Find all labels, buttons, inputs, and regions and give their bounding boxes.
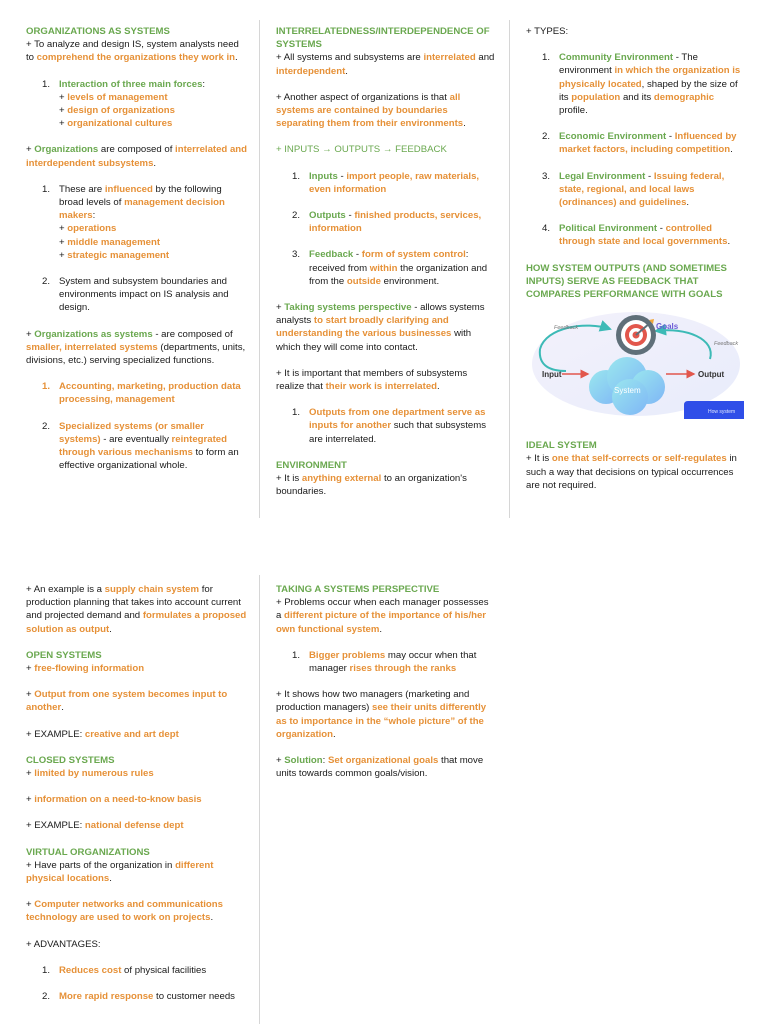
text-run: + EXAMPLE: — [26, 820, 85, 832]
list-text — [59, 381, 241, 405]
highlight-orange: their work is interrelated — [325, 381, 438, 393]
column-systems-types — [26, 583, 248, 1016]
text-run: - are composed of — [152, 328, 233, 340]
highlight-green: Legal Environment — [559, 170, 646, 182]
text-run: : received from — [309, 249, 469, 274]
text-run: are composed of — [98, 144, 176, 156]
text-run: , shaped by the size of its — [559, 78, 738, 103]
text-run: + It is — [276, 473, 302, 485]
highlight-orange: smaller, interrelated systems — [26, 341, 158, 353]
text-run: + EXAMPLE: — [26, 728, 85, 740]
feedback-right-label: Feedback — [714, 341, 739, 348]
text-run: . — [686, 197, 690, 209]
types-label: + TYPES: — [526, 26, 569, 37]
text-run: . — [437, 381, 440, 393]
section-heading: INTERRELATEDNESS/INTERDEPENDENCE OF SYSTEMS — [276, 26, 490, 51]
highlight-green: Solution — [284, 755, 323, 767]
text-run: . — [109, 623, 112, 635]
column-types — [526, 25, 744, 492]
text-run: . — [730, 144, 733, 156]
paragraph — [26, 583, 248, 636]
section-heading: CLOSED SYSTEMS — [26, 754, 115, 766]
paragraph — [26, 767, 248, 780]
text-run: . — [109, 873, 112, 885]
text-run: may occur when that manager — [309, 649, 477, 675]
list-item — [26, 420, 248, 473]
highlight-orange: free-flowing information — [34, 663, 145, 675]
highlight-orange: supply chain system — [104, 584, 200, 595]
highlight-orange: within — [369, 262, 398, 274]
feedback-diagram-graphic — [526, 309, 744, 419]
section-heading: ORGANIZATIONS AS SYSTEMS — [26, 26, 170, 37]
text-run: + It shows how two managers (marketing and production managers) — [276, 689, 470, 714]
highlight-orange: demographic — [653, 91, 715, 103]
highlight-green: Community Environment — [559, 52, 674, 64]
text-run: - — [657, 223, 666, 235]
text-run: + — [59, 249, 68, 261]
text-run: for production planning that takes into account current and projected demand and — [26, 584, 241, 622]
text-run: + — [59, 91, 68, 103]
paragraph — [276, 596, 496, 636]
text-run: . — [61, 702, 64, 714]
highlight-green: Economic Environment — [559, 131, 667, 143]
sub-item — [59, 249, 248, 262]
column-divider — [259, 575, 260, 1024]
list-number: 1. — [42, 964, 51, 976]
text-run: to an organization's boundaries. — [276, 473, 467, 498]
highlight-orange: middle management — [67, 236, 161, 248]
list-item — [526, 222, 744, 248]
text-run: + — [26, 663, 35, 675]
text-run: + — [59, 118, 68, 130]
paragraph — [26, 898, 248, 924]
highlight-orange: Computer networks and communications technology are used to work on projects — [26, 899, 223, 924]
list-number: 1. — [42, 381, 51, 393]
text-run: - are eventually — [100, 433, 172, 445]
section-heading: TAKING A SYSTEMS PERSPECTIVE — [276, 584, 440, 595]
highlight-orange: controlled through state and local governments — [559, 223, 728, 248]
numbered-list — [276, 406, 496, 446]
input-label: Input — [542, 370, 562, 380]
highlight-orange: rises through the ranks — [349, 663, 457, 675]
text-run: + — [59, 236, 68, 248]
list-item — [26, 990, 248, 1003]
highlight-green: Inputs — [309, 170, 338, 182]
paragraph — [276, 472, 496, 498]
paragraph — [26, 793, 248, 806]
list-text — [59, 276, 229, 313]
list-number: 3. — [542, 170, 551, 182]
text-run: - — [345, 210, 355, 222]
paragraph — [26, 688, 248, 714]
highlight-orange: one that self-corrects or self-regulates — [551, 453, 727, 465]
list-item — [276, 209, 496, 235]
text-run: . — [234, 52, 238, 64]
text-run: environment. — [380, 275, 440, 287]
text-run: profile. — [559, 105, 588, 117]
text-run: - — [645, 170, 654, 182]
text-run: to customer needs — [153, 991, 235, 1003]
text-run: + Have parts of the organization in — [26, 859, 176, 871]
highlight-green: Political Environment — [559, 223, 658, 235]
text-run: : — [322, 755, 328, 767]
list-item — [276, 406, 496, 446]
list-number: 1. — [292, 407, 301, 419]
text-run: : — [202, 78, 206, 90]
list-item — [26, 78, 248, 131]
highlight-orange: formulates a proposed solution as output — [26, 610, 247, 635]
text-run: to form an effective organizational whole. — [59, 447, 239, 472]
list-item — [526, 130, 744, 156]
text-run: . — [345, 65, 348, 77]
section-heading: VIRTUAL ORGANIZATIONS — [26, 846, 150, 858]
text-run: + To analyze and design IS, system analysts need to — [26, 39, 239, 64]
numbered-list — [26, 183, 248, 315]
highlight-orange: operations — [67, 223, 117, 235]
sub-item — [59, 91, 248, 104]
paragraph — [526, 452, 744, 492]
list-item — [276, 248, 496, 288]
column-divider — [509, 20, 510, 518]
list-item — [26, 183, 248, 262]
list-text — [559, 171, 724, 208]
highlight-green: Interaction of three main forces — [59, 78, 203, 90]
text-run: . — [153, 157, 157, 169]
text-run: + — [59, 223, 68, 235]
section-heading: OPEN SYSTEMS — [26, 649, 102, 661]
text-run: and — [475, 52, 495, 64]
list-number: 1. — [42, 183, 51, 195]
highlight-orange: Reduces cost — [59, 964, 122, 976]
list-text — [59, 965, 206, 976]
highlight-orange: Specialized systems (or smaller systems) — [59, 420, 205, 445]
text-run: + Problems occur when each manager possesses a — [276, 597, 489, 622]
list-number: 2. — [42, 420, 51, 432]
highlight-green: Organizations — [34, 144, 99, 156]
highlight-orange: interdependent — [276, 65, 346, 77]
list-text — [309, 210, 481, 234]
text-run: + — [26, 899, 35, 911]
output-label: Output — [698, 370, 725, 380]
text-run: + — [26, 144, 35, 156]
text-run: - — [666, 131, 675, 143]
column-divider — [259, 20, 260, 518]
highlight-orange: different picture of the importance of his/her own functional system — [276, 610, 487, 635]
highlight-orange: reintegrated through various mechanisms — [59, 433, 227, 459]
highlight-orange: national defense dept — [84, 820, 184, 832]
list-text — [559, 52, 740, 116]
numbered-list — [26, 380, 248, 472]
text-run: by the following broad levels of — [59, 183, 222, 209]
list-number: 2. — [42, 276, 51, 288]
list-number: 2. — [292, 210, 301, 222]
section-heading: IDEAL SYSTEM — [526, 440, 597, 452]
paragraph — [26, 662, 248, 675]
text-run: with which they will come into contact. — [276, 328, 472, 353]
highlight-green: Taking systems perspective — [284, 302, 412, 314]
list-number: 1. — [292, 649, 301, 661]
highlight-orange: Issuing federal, state, regional, and local laws (ordinances) and guidelines — [559, 170, 725, 209]
text-run: + — [26, 328, 35, 340]
column-systems-perspective — [276, 583, 496, 780]
text-run: + — [59, 105, 68, 117]
list-text — [309, 249, 487, 286]
text-run: + Another aspect of organizations is that — [276, 91, 450, 103]
paragraph — [276, 367, 496, 393]
paragraph — [26, 819, 248, 832]
list-number: 2. — [42, 991, 51, 1003]
column-interrelatedness — [276, 25, 496, 498]
text-run: - allows systems analysts — [276, 302, 485, 327]
text-run: System and subsystem boundaries and environments impact on IS analysis and design. — [59, 276, 229, 314]
text-run: + — [26, 794, 35, 806]
numbered-list — [276, 170, 496, 288]
highlight-orange: levels of management — [67, 91, 168, 103]
paragraph — [26, 728, 248, 741]
text-run: + An example is a — [26, 584, 105, 595]
list-item — [526, 170, 744, 210]
paragraph — [276, 688, 496, 741]
text-run: in such a way that decisions on typical occurrences are not required. — [526, 453, 737, 491]
highlight-orange: Output from one system becomes input to another — [26, 689, 228, 714]
text-run: : — [92, 210, 96, 222]
text-run: . — [210, 912, 214, 924]
highlight-orange: population — [571, 91, 621, 103]
highlight-orange: outside — [346, 275, 381, 287]
list-number: 1. — [42, 78, 51, 90]
highlight-orange: anything external — [301, 473, 382, 485]
text-run: + — [276, 302, 285, 314]
text-run: and its — [620, 91, 654, 103]
section-heading: ENVIRONMENT — [276, 459, 347, 471]
paragraph — [276, 91, 496, 131]
feedback-left-label: Feedback — [554, 325, 579, 332]
text-run: that move units towards common goals/vision. — [276, 755, 484, 780]
paragraph — [26, 143, 248, 169]
list-item — [26, 275, 248, 315]
paragraph — [276, 51, 496, 77]
highlight-green: Outputs — [309, 210, 346, 222]
list-item — [26, 964, 248, 977]
list-text — [309, 171, 479, 195]
text-run: + It is — [526, 453, 552, 465]
system-label: System — [614, 386, 641, 396]
list-number: 4. — [542, 223, 551, 235]
highlight-orange: management decision makers — [59, 197, 225, 222]
highlight-green: Organizations as systems — [34, 328, 153, 340]
text-run: . — [463, 118, 466, 130]
list-item — [26, 380, 248, 406]
highlight-orange: see their units differently as to importance in the “whole picture” of the organization — [276, 702, 487, 740]
text-run: - The environment — [559, 52, 698, 77]
highlight-orange: information on a need-to-know basis — [34, 794, 202, 806]
column-organizations — [26, 25, 248, 485]
highlight-orange: Outputs from one department serve as inputs for another — [309, 407, 486, 432]
list-number: 2. — [542, 131, 551, 143]
highlight-orange: strategic management — [67, 249, 170, 261]
text-run: such that subsystems are interrelated. — [309, 420, 486, 445]
numbered-list — [526, 51, 744, 248]
highlight-orange: Accounting, marketing, production data processing, management — [59, 381, 241, 406]
text-run: - — [337, 170, 347, 182]
numbered-list — [26, 78, 248, 131]
highlight-orange: design of organizations — [67, 105, 175, 117]
list-item — [526, 51, 744, 117]
list-text — [59, 991, 235, 1002]
highlight-orange: creative and art dept — [84, 728, 179, 740]
target-icon — [616, 315, 656, 355]
advantages-label: + ADVANTAGES: — [26, 938, 101, 950]
text-run: the organization and from the — [309, 262, 488, 287]
highlight-orange: influenced — [104, 183, 153, 195]
highlight-orange: interrelated — [423, 52, 476, 64]
list-text — [59, 184, 225, 221]
list-number: 1. — [292, 170, 301, 182]
text-run: . — [379, 623, 383, 635]
sub-item — [59, 104, 248, 117]
paragraph — [276, 301, 496, 354]
list-text — [59, 421, 239, 472]
highlight-orange: interrelated and interdependent subsystems — [26, 144, 248, 169]
highlight-orange: Set organizational goals — [328, 755, 439, 767]
section-heading: HOW SYSTEM OUTPUTS (AND SOMETIMES INPUTS) SERVE AS FEEDBACK THAT COMPARES PERFORMANCE WITH GOALS — [526, 262, 727, 301]
list-text — [59, 79, 205, 90]
list-text — [559, 223, 730, 247]
sub-item — [59, 117, 248, 130]
list-text — [309, 407, 486, 444]
text-run: (departments, units, divisions, etc.) serving specialized functions. — [26, 341, 246, 367]
sub-item — [59, 222, 248, 235]
text-run: + — [26, 768, 35, 780]
corner-tag-label: How system — [708, 409, 736, 416]
text-run: . — [333, 728, 336, 740]
highlight-orange: to start broadly clarifying and understanding the various businesses — [276, 315, 452, 340]
goals-label: Goals — [656, 322, 679, 332]
text-run: + All systems and subsystems are — [276, 52, 424, 64]
highlight-orange: import people, raw materials, even information — [309, 170, 480, 195]
text-run: + — [276, 755, 285, 767]
list-item — [276, 649, 496, 675]
list-text — [559, 131, 737, 155]
highlight-orange: More rapid response — [59, 991, 154, 1003]
highlight-orange: organizational cultures — [67, 118, 173, 130]
highlight-orange: all systems are contained by boundaries separating them from their environments — [276, 91, 464, 130]
text-run: These are — [59, 183, 105, 195]
highlight-orange: in which the organization is physically located — [559, 65, 741, 90]
highlight-orange: different physical locations — [26, 859, 214, 885]
text-run: of physical facilities — [121, 964, 207, 976]
highlight-green: Feedback — [309, 249, 354, 261]
text-run: + — [26, 689, 35, 701]
list-text — [309, 650, 476, 674]
sub-item — [59, 236, 248, 249]
list-item — [276, 170, 496, 196]
text-run: + It is important that members of subsystems realize that — [276, 367, 468, 393]
text-run: - — [353, 249, 362, 261]
numbered-list — [26, 964, 248, 1003]
paragraph — [276, 754, 496, 780]
paragraph — [26, 859, 248, 885]
highlight-orange: Bigger problems — [309, 649, 386, 661]
highlight-orange: limited by numerous rules — [34, 768, 154, 780]
text-run: . — [727, 236, 731, 248]
highlight-orange: finished products, services, information — [309, 210, 482, 235]
highlight-orange: Influenced by market factors, including competition — [559, 131, 737, 156]
numbered-list — [276, 649, 496, 675]
highlight-orange: comprehend the organizations they work in — [36, 52, 235, 64]
io-heading: + INPUTS → OUTPUTS → FEEDBACK — [276, 144, 447, 156]
highlight-orange: form of system control — [361, 249, 466, 261]
list-number: 1. — [542, 52, 551, 64]
feedback-diagram — [526, 309, 744, 419]
paragraph — [26, 328, 248, 368]
paragraph — [26, 38, 248, 64]
list-number: 3. — [292, 249, 301, 261]
